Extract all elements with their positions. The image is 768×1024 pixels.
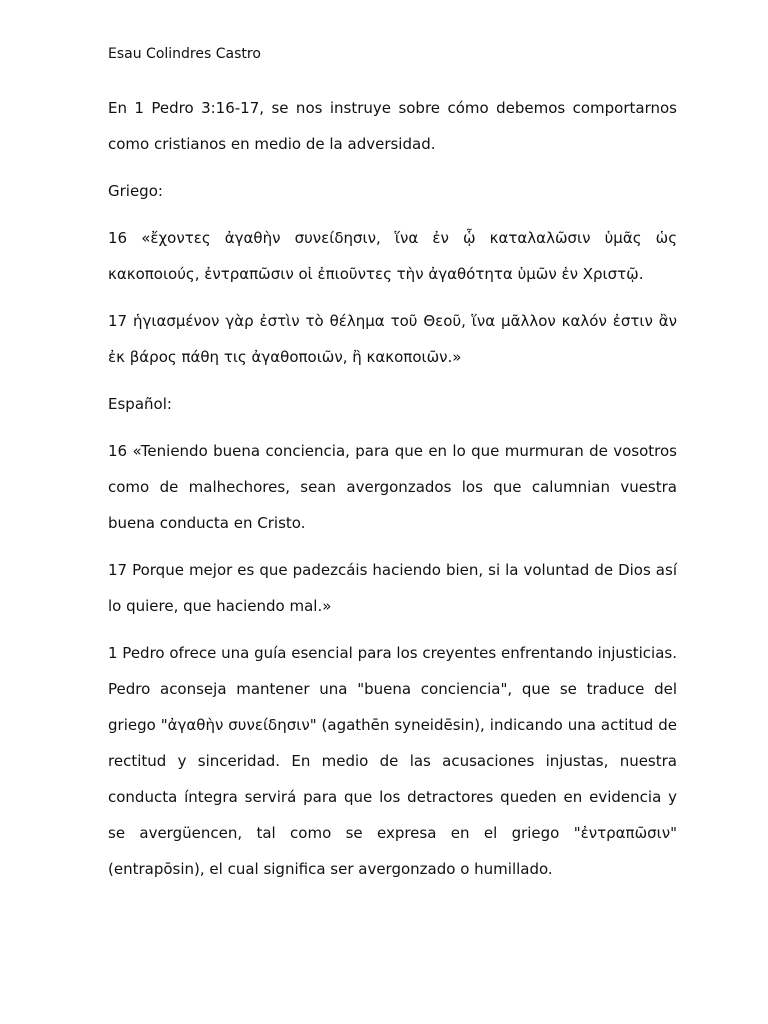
spanish-verse-16: 16 «Teniendo buena conciencia, para que en lo que murmuran de vosotros como de malhechores, sean avergonzados los que calumnian vuestra buena conducta en Cristo.	[108, 442, 677, 532]
commentary-paragraph: 1 Pedro ofrece una guía esencial para los creyentes enfrentando injusticias. Pedro aconseja mantener una "buena conciencia", que se traduce del griego "ἀγαθὴν συνείδησιν" (agathēn syneidēsin), indicando una actitud de rectitud y sinceridad. En medio de las acusaciones injustas, nuestra conducta íntegra servirá para que los detractores queden en evidencia y se avergüencen, tal como se expresa en el griego "ἐντραπῶσιν" (entrapōsin), el cual significa ser avergonzado o humillado.	[108, 644, 677, 878]
author-name: Esau Colindres Castro	[108, 46, 261, 62]
greek-heading: Griego:	[108, 182, 163, 200]
greek-verse-16: 16 «ἔχοντες ἀγαθὴν συνείδησιν, ἵνα ἐν ᾧ καταλαλῶσιν ὑμᾶς ὡς κακοποιούς, ἐντραπῶσιν οἱ ἐπιοῦντες τὴν ἀγαθότητα ὑμῶν ἐν Χριστῷ.	[108, 229, 677, 283]
greek-verse-17: 17 ἡγιασμένον γὰρ ἐστὶν τὸ θέλημα τοῦ Θεοῦ, ἵνα μᾶλλον καλόν ἐστιν ἂν ἐκ βάρος πάθη τις ἀγαθοποιῶν, ἢ κακοποιῶν.»	[108, 312, 677, 366]
intro-paragraph: En 1 Pedro 3:16-17, se nos instruye sobre cómo debemos comportarnos como cristianos en medio de la adversidad.	[108, 99, 677, 153]
spanish-verse-17: 17 Porque mejor es que padezcáis haciendo bien, si la voluntad de Dios así lo quiere, que haciendo mal.»	[108, 561, 677, 615]
document-page	[108, 44, 677, 887]
spanish-heading: Español:	[108, 395, 172, 413]
